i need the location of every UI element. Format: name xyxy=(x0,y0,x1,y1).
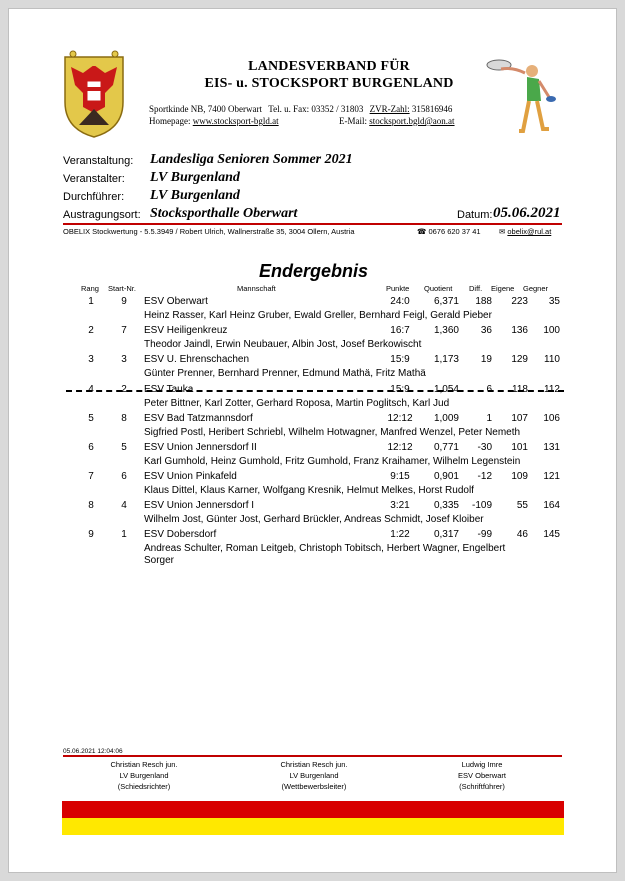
cell-players: Karl Gumhold, Heinz Gumhold, Fritz Gumhold, Franz Kraihamer, Wilhelm Legenstein xyxy=(144,456,521,467)
cell-diff: -12 xyxy=(477,471,492,482)
print-timestamp: 05.06.2021 12:04:06 xyxy=(63,748,123,755)
cell-players: Günter Prenner, Bernhard Prenner, Edmund Mathä, Fritz Mathä xyxy=(144,368,426,379)
signature-name: Ludwig Imre xyxy=(461,760,503,769)
email-link[interactable]: stocksport.bgld@aon.at xyxy=(369,116,455,126)
cell-start: 3 xyxy=(121,354,127,365)
cell-punkte: 12:12 xyxy=(387,413,413,424)
cell-quotient: 0,771 xyxy=(433,442,459,453)
cell-punkte: 12:12 xyxy=(387,442,413,453)
cell-eigene: 129 xyxy=(511,354,528,365)
obelix-email-link[interactable]: obelix@rul.at xyxy=(507,227,552,236)
flag-stripe-yellow xyxy=(62,818,564,835)
phone-icon: ☎ xyxy=(417,227,427,236)
date-label: Datum: xyxy=(457,209,493,221)
cell-gegner: 35 xyxy=(548,296,560,307)
email-line xyxy=(339,116,455,126)
label-durchfuehrer: Durchführer: xyxy=(63,191,125,203)
zvr-number: 315816946 xyxy=(411,104,453,114)
cell-start: 5 xyxy=(121,442,127,453)
cell-diff: 6 xyxy=(486,384,492,395)
cell-rang: 2 xyxy=(88,325,94,336)
cell-gegner: 131 xyxy=(543,442,560,453)
col-rang: Rang xyxy=(81,284,99,293)
cell-team: ESV Bad Tatzmannsdorf xyxy=(144,413,253,424)
value-austragungsort: Stocksporthalle Oberwart xyxy=(150,206,298,221)
obelix-email xyxy=(499,227,551,236)
cell-team: ESV Union Jennersdorf II xyxy=(144,442,257,453)
cell-start: 8 xyxy=(121,413,127,424)
cell-team: ESV U. Ehrenschachen xyxy=(144,354,250,365)
cell-rang: 5 xyxy=(88,413,94,424)
label-austragungsort: Austragungsort: xyxy=(63,209,141,221)
phone-text: Tel. u. Fax: 03352 / 31803 xyxy=(268,104,364,114)
cell-eigene: 136 xyxy=(511,325,528,336)
homepage-line xyxy=(149,116,279,126)
cell-eigene: 101 xyxy=(511,442,528,453)
cell-quotient: 0,901 xyxy=(433,471,459,482)
value-durchfuehrer: LV Burgenland xyxy=(150,188,240,203)
table-row xyxy=(9,500,618,530)
cell-players: Peter Bittner, Karl Zotter, Gerhard Roposa, Martin Poglitsch, Karl Jud xyxy=(144,398,450,409)
cell-eigene: 223 xyxy=(511,296,528,307)
col-quotient: Quotient xyxy=(424,284,453,293)
signature-role: (Schiedsrichter) xyxy=(117,782,171,791)
cell-punkte: 15:9 xyxy=(390,384,410,395)
cell-rang: 6 xyxy=(88,442,94,453)
cell-start: 9 xyxy=(121,296,127,307)
cell-diff: -99 xyxy=(477,529,492,540)
event-date: 05.06.2021 xyxy=(493,205,561,221)
cell-start: 1 xyxy=(121,529,127,540)
flag-stripe-red xyxy=(62,801,564,818)
homepage-link[interactable]: www.stocksport-bgld.at xyxy=(192,116,279,126)
envelope-icon: ✉ xyxy=(499,227,506,236)
table-row xyxy=(9,296,618,326)
cell-players: Wilhelm Jost, Günter Jost, Gerhard Brückler, Andreas Schmidt, Josef Kloiber xyxy=(144,514,484,525)
document-page xyxy=(8,8,617,873)
cell-punkte: 1:22 xyxy=(390,529,410,540)
cell-diff: 1 xyxy=(486,413,492,424)
table-row xyxy=(9,529,618,573)
cell-rang: 3 xyxy=(88,354,94,365)
cell-team: ESV Tauka xyxy=(144,384,194,395)
cell-team: ESV Union Pinkafeld xyxy=(144,471,237,482)
signature-block-3 xyxy=(417,759,547,792)
cell-quotient: 0,335 xyxy=(433,500,459,511)
cell-rang: 4 xyxy=(88,384,94,395)
table-row xyxy=(9,442,618,472)
cell-gegner: 106 xyxy=(543,413,560,424)
cell-gegner: 164 xyxy=(543,500,560,511)
table-row xyxy=(9,471,618,501)
cell-diff: 36 xyxy=(480,325,492,336)
footer-divider xyxy=(63,755,562,757)
col-start-nr: Start-Nr. xyxy=(108,284,136,293)
stocksport-player-illustration xyxy=(477,51,563,141)
col-eigene: Eigene xyxy=(491,284,515,293)
org-name-line2: EIS- u. STOCKSPORT BURGENLAND xyxy=(204,76,454,91)
cell-rang: 7 xyxy=(88,471,94,482)
cell-start: 6 xyxy=(121,471,127,482)
header-divider xyxy=(63,223,562,225)
homepage-label: Homepage: xyxy=(149,116,193,126)
cell-diff: 188 xyxy=(475,296,492,307)
obelix-credit: OBELIX Stockwertung - 5.5.3949 / Robert Ulrich, Wallnerstraße 35, 3004 Ollern, Austria xyxy=(63,227,355,236)
col-diff: Diff. xyxy=(469,284,483,293)
cell-diff: 19 xyxy=(480,354,492,365)
col-mannschaft: Mannschaft xyxy=(237,284,276,293)
signature-org: LV Burgenland xyxy=(119,771,169,780)
cell-quotient: 1,173 xyxy=(433,354,459,365)
cell-rang: 1 xyxy=(88,296,94,307)
org-name-line1: LANDESVERBAND FÜR xyxy=(248,59,410,74)
label-veranstalter: Veranstalter: xyxy=(63,173,125,185)
cell-rang: 9 xyxy=(88,529,94,540)
col-gegner: Gegner xyxy=(523,284,549,293)
cell-eigene: 107 xyxy=(511,413,528,424)
cell-punkte: 15:9 xyxy=(390,354,410,365)
cell-quotient: 0,317 xyxy=(433,529,459,540)
signature-role: (Wettbewerbsleiter) xyxy=(281,782,347,791)
cell-quotient: 1,360 xyxy=(433,325,459,336)
cell-punkte: 9:15 xyxy=(390,471,410,482)
address-text: Sportkinde NB, 7400 Oberwart xyxy=(149,104,262,114)
obelix-phone-number: 0676 620 37 41 xyxy=(428,227,481,236)
cell-rang: 8 xyxy=(88,500,94,511)
cell-players: Theodor Jaindl, Erwin Neubauer, Albin Jost, Josef Berkowischt xyxy=(144,339,422,350)
cell-team: ESV Union Jennersdorf I xyxy=(144,500,255,511)
signature-name: Christian Resch jun. xyxy=(110,760,178,769)
zvr-label: ZVR-Zahl: xyxy=(369,104,410,114)
cell-players: Sigfried Postl, Heribert Schriebl, Wilhelm Hotwagner, Manfred Wenzel, Peter Nemeth xyxy=(144,427,521,438)
cell-players: Heinz Rasser, Karl Heinz Gruber, Ewald Greller, Bernhard Feigl, Gerald Pieber xyxy=(144,310,492,321)
label-veranstaltung: Veranstaltung: xyxy=(63,155,134,167)
cell-punkte: 16:7 xyxy=(390,325,410,336)
cell-punkte: 24:0 xyxy=(390,296,410,307)
signature-block-1 xyxy=(79,759,209,792)
results-heading: Endergebnis xyxy=(258,261,369,281)
cell-quotient: 6,371 xyxy=(433,296,459,307)
cell-diff: -109 xyxy=(471,500,492,511)
cell-eigene: 109 xyxy=(511,471,528,482)
table-row xyxy=(9,325,618,355)
col-punkte: Punkte xyxy=(386,284,410,293)
cell-eigene: 46 xyxy=(516,529,528,540)
cell-team: ESV Oberwart xyxy=(144,296,208,307)
cell-quotient: 1,054 xyxy=(433,384,459,395)
address-line xyxy=(149,104,452,114)
cell-gegner: 121 xyxy=(543,471,560,482)
value-veranstaltung: Landesliga Senioren Sommer 2021 xyxy=(150,152,353,167)
cell-eigene: 118 xyxy=(512,384,528,395)
cell-team: ESV Dobersdorf xyxy=(144,529,217,540)
cell-gegner: 100 xyxy=(543,325,560,336)
cell-start: 7 xyxy=(121,325,127,336)
table-row xyxy=(9,384,618,414)
cell-start: 4 xyxy=(121,500,127,511)
signature-name: Christian Resch jun. xyxy=(280,760,348,769)
cell-diff: -30 xyxy=(477,442,492,453)
obelix-phone xyxy=(417,227,481,236)
signature-org: LV Burgenland xyxy=(289,771,339,780)
signature-block-2 xyxy=(249,759,379,792)
cell-players: Klaus Dittel, Klaus Karner, Wolfgang Kresnik, Helmut Melkes, Horst Rudolf xyxy=(144,485,474,496)
cell-players: Andreas Schulter, Roman Leitgeb, Christoph Tobitsch, Herbert Wagner, Engelbert Sorger xyxy=(144,543,506,566)
cell-punkte: 3:21 xyxy=(390,500,410,511)
value-veranstalter: LV Burgenland xyxy=(150,170,240,185)
cell-quotient: 1,009 xyxy=(433,413,459,424)
signature-org: ESV Oberwart xyxy=(458,771,506,780)
email-label: E-Mail: xyxy=(339,116,370,126)
cell-gegner: 112 xyxy=(544,384,560,395)
table-row xyxy=(9,354,618,384)
signature-role: (Schriftführer) xyxy=(459,782,505,791)
coat-of-arms-logo xyxy=(61,47,127,139)
cell-start: 2 xyxy=(121,384,127,395)
cell-team: ESV Heiligenkreuz xyxy=(144,325,228,336)
cell-gegner: 110 xyxy=(544,354,560,365)
cell-gegner: 145 xyxy=(543,529,560,540)
table-row xyxy=(9,413,618,443)
cell-eigene: 55 xyxy=(516,500,528,511)
